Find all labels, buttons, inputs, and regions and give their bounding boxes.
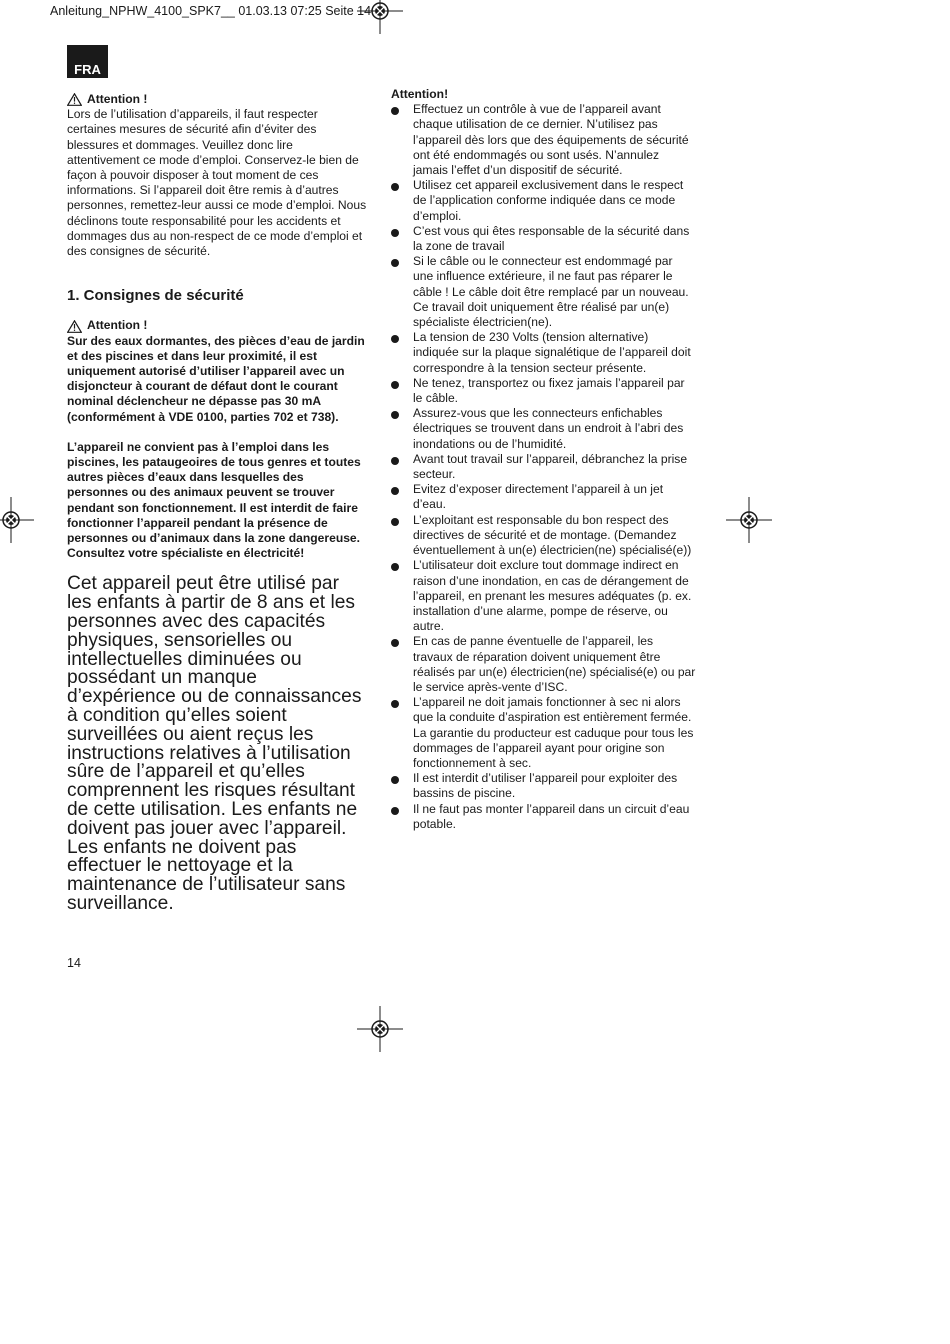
right-column xyxy=(391,87,696,832)
list-item: Il est interdit d’utiliser l’appareil pour exploiter des bassins de piscine. xyxy=(391,771,696,801)
attention-label: Attention ! xyxy=(87,318,148,333)
children-safety-paragraph: Cet appareil peut être utilisé par les enfants à partir de 8 ans et les personnes avec des capacités physiques, sensorielles ou intellectuelles diminuées ou possédant un manque d’expérience ou de connaissances à condition qu’elles soient surveillées ou aient reçus les instructions relatives à l’utilisation sûre de l’appareil et qu’elles comprennent les risques résultant de cette utilisation. Les enfants ne doivent pas jouer avec l’appareil. Les enfants ne doivent pas effectuer le nettoyage et la maintenance de l’utilisateur sans surveillance. xyxy=(67,573,362,915)
list-item: Avant tout travail sur l’appareil, débranchez la prise secteur. xyxy=(391,452,696,482)
attention-heading xyxy=(67,92,367,107)
list-item: Utilisez cet appareil exclusivement dans le respect de l’application conforme indiquée dans ce mode d’emploi. xyxy=(391,178,696,224)
print-header: Anleitung_NPHW_4100_SPK7__ 01.03.13 07:25 Seite 14 xyxy=(50,4,372,18)
safety-bullet-list xyxy=(391,102,696,832)
language-badge: FRA xyxy=(67,45,108,78)
registration-mark-icon xyxy=(357,1006,403,1052)
safety-warning-paragraph: Sur des eaux dormantes, des pièces d’eau de jardin et des piscines et dans leur proximité, il est uniquement autorisé d’utiliser l’appareil avec un disjoncteur à courant de défaut dont le courant nominal déclencheur ne dépasse pas 30 mA (conformément à VDE 0100, parties 702 et 738). xyxy=(67,333,365,424)
list-item: L’exploitant est responsable du bon respect des directives de sécurité et de montage. (Demandez éventuellement à un(e) électricien(ne) spécialisé(e)) xyxy=(391,513,696,559)
list-item: L’utilisateur doit exclure tout dommage indirect en raison d’une inondation, en cas de dérangement de l’appareil, en prenant les mesures adéquates (p. ex. installation d’une alarme, pompe de réserve, ou autre. xyxy=(391,558,696,634)
section-title: 1. Consignes de sécurité xyxy=(67,287,244,305)
page-number: 14 xyxy=(67,956,81,970)
list-item: Il ne faut pas monter l’appareil dans un circuit d’eau potable. xyxy=(391,802,696,832)
list-item: C’est vous qui êtes responsable de la sécurité dans la zone de travail xyxy=(391,224,696,254)
safety-warning-paragraph: L’appareil ne convient pas à l’emploi dans les piscines, les pataugeoires de tous genres et toutes autres pièces d’eaux dans lesquelles des personnes ou des animaux peuvent se trouver pendant son fonctionnement. Il est interdit de faire fonctionner l’appareil pendant la présence de personnes ou d’animaux dans la zone dangereuse. Consultez votre spécialiste en électricité! xyxy=(67,439,361,561)
list-item: L’appareil ne doit jamais fonctionner à sec ni alors que la conduite d’aspiration est entièrement fermée. La garantie du producteur est caduque pour tous les dommages de l’appareil ayant pour origine son fonctionnement à sec. xyxy=(391,695,696,771)
warning-triangle-icon xyxy=(67,93,82,106)
registration-mark-icon xyxy=(0,497,34,543)
list-item: La tension de 230 Volts (tension alternative) indiquée sur la plaque signalétique de l’appareil doit correspondre à la tension secteur présente. xyxy=(391,330,696,376)
warning-triangle-icon xyxy=(67,320,82,333)
list-item: Effectuez un contrôle à vue de l’appareil avant chaque utilisation de ce dernier. N’utilisez pas l’appareil dès lors que des équipements de sécurité ont été endommagés ou sont usés. N’annulez jamais l’effet d’un dispositif de sécurité. xyxy=(391,102,696,178)
attention-label: Attention ! xyxy=(87,92,148,106)
list-item: Evitez d’exposer directement l’appareil à un jet d’eau. xyxy=(391,482,696,512)
attention-title: Attention! xyxy=(391,87,449,101)
list-item: Si le câble ou le connecteur est endommagé par une influence extérieure, il ne faut pas réparer le câble ! Le câble doit être remplacé par un nouveau. Ce travail doit uniquement être réalisé par un(e) spécialiste électricien(ne). xyxy=(391,254,696,330)
attention-heading xyxy=(67,318,367,333)
list-item: Assurez-vous que les connecteurs enfichables électriques se trouvent dans un endroit à l’abri des inondations ou de l’humidité. xyxy=(391,406,696,452)
registration-mark-icon xyxy=(357,0,403,34)
left-column xyxy=(67,92,367,914)
list-item: En cas de panne éventuelle de l’appareil, les travaux de réparation doivent uniquement être réalisés par un(e) électricien(ne) spécialisé(e) ou par le service après-vente d’ISC. xyxy=(391,634,696,695)
registration-mark-icon xyxy=(726,497,772,543)
intro-paragraph: Lors de l’utilisation d’appareils, il faut respecter certaines mesures de sécurité afin d’éviter des blessures et dommages. Veuillez donc lire attentivement ce mode d’emploi. Conservez-le bien de façon à pouvoir disposer à tout moment de ces informations. Si l’appareil doit être remis à d’autres personnes, remettez-leur aussi ce mode d’emploi. Nous déclinons toute responsabilité pour les accidents et dommages dus au non-respect de ce mode d’emploi et des consignes de sécurité. xyxy=(67,107,367,259)
list-item: Ne tenez, transportez ou fixez jamais l’appareil par le câble. xyxy=(391,376,696,406)
